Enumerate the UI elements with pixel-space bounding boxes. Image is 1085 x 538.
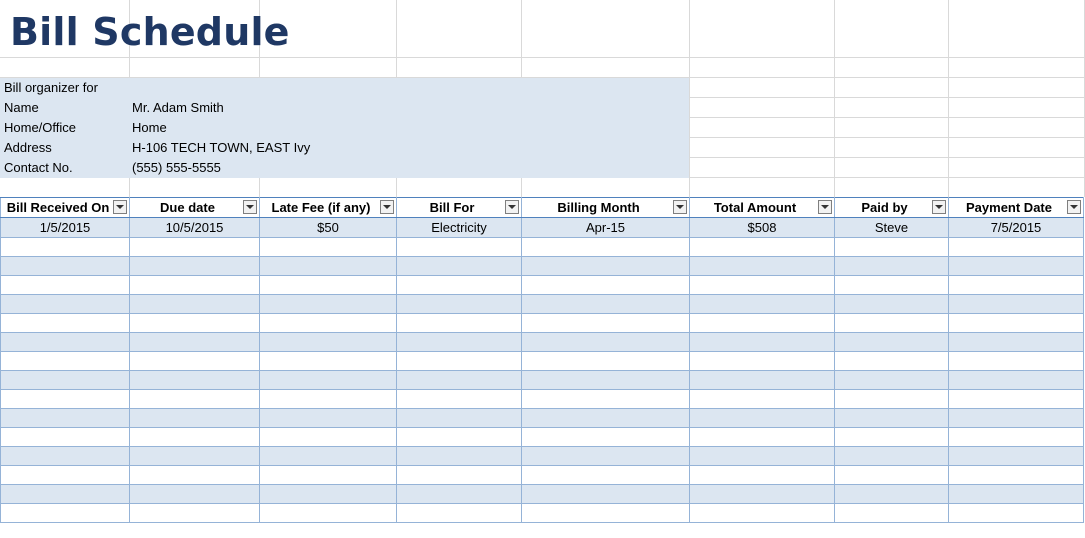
table-cell[interactable] (1, 238, 130, 257)
cell-paid-by[interactable]: Steve (835, 218, 949, 238)
table-cell[interactable] (835, 390, 949, 409)
table-cell[interactable] (397, 466, 522, 485)
table-cell[interactable] (949, 276, 1084, 295)
table-cell[interactable] (690, 295, 835, 314)
table-cell[interactable] (1, 371, 130, 390)
name-label: Name (4, 100, 39, 115)
table-cell[interactable] (397, 371, 522, 390)
table-row (1, 428, 1084, 447)
name-value[interactable]: Mr. Adam Smith (132, 100, 224, 115)
table-cell[interactable] (835, 238, 949, 257)
table-cell[interactable] (260, 333, 397, 352)
table-cell[interactable] (260, 504, 397, 523)
table-cell[interactable] (949, 485, 1084, 504)
table-cell[interactable] (835, 504, 949, 523)
table-cell[interactable] (1, 504, 130, 523)
table-cell[interactable] (835, 447, 949, 466)
table-cell[interactable] (835, 257, 949, 276)
table-cell[interactable] (835, 352, 949, 371)
organizer-heading: Bill organizer for (4, 80, 98, 95)
contact-value[interactable]: (555) 555-5555 (132, 160, 221, 175)
table-cell[interactable] (397, 504, 522, 523)
table-cell[interactable] (1, 428, 130, 447)
table-cell[interactable] (690, 238, 835, 257)
table-cell[interactable] (690, 485, 835, 504)
table-cell[interactable] (397, 409, 522, 428)
table-row (1, 504, 1084, 523)
organizer-address-row (0, 138, 689, 158)
table-cell[interactable] (522, 333, 690, 352)
filter-dropdown-icon[interactable] (243, 200, 257, 214)
table-cell[interactable] (835, 409, 949, 428)
table-cell[interactable] (397, 333, 522, 352)
table-cell[interactable] (949, 333, 1084, 352)
table-cell[interactable] (1, 485, 130, 504)
table-cell[interactable] (260, 409, 397, 428)
table-cell[interactable] (397, 390, 522, 409)
table-cell[interactable] (949, 504, 1084, 523)
filter-dropdown-icon[interactable] (505, 200, 519, 214)
table-cell[interactable] (835, 295, 949, 314)
organizer-heading-row (0, 78, 689, 98)
table-cell[interactable] (1, 352, 130, 371)
table-row (1, 447, 1084, 466)
table-cell[interactable] (949, 466, 1084, 485)
table-cell[interactable] (522, 276, 690, 295)
table-cell[interactable] (835, 333, 949, 352)
table-cell[interactable] (130, 504, 260, 523)
table-cell[interactable] (949, 295, 1084, 314)
table-cell[interactable] (1, 276, 130, 295)
table-cell[interactable] (260, 352, 397, 371)
table-cell[interactable] (522, 257, 690, 276)
table-cell[interactable] (130, 352, 260, 371)
table-header-row (1, 198, 1084, 218)
table-cell[interactable] (130, 333, 260, 352)
table-cell[interactable] (397, 314, 522, 333)
table-cell[interactable] (522, 390, 690, 409)
table-cell[interactable] (522, 428, 690, 447)
table-cell[interactable] (1, 466, 130, 485)
table-row (1, 218, 1084, 238)
table-row (1, 371, 1084, 390)
filter-dropdown-icon[interactable] (380, 200, 394, 214)
table-cell[interactable] (949, 257, 1084, 276)
filter-dropdown-icon[interactable] (932, 200, 946, 214)
table-cell[interactable] (835, 371, 949, 390)
table-cell[interactable] (260, 466, 397, 485)
table-cell[interactable] (949, 447, 1084, 466)
table-cell[interactable] (260, 371, 397, 390)
contact-label: Contact No. (4, 160, 73, 175)
table-cell[interactable] (397, 485, 522, 504)
table-cell[interactable] (835, 314, 949, 333)
table-cell[interactable] (260, 238, 397, 257)
table-cell[interactable] (397, 257, 522, 276)
table-cell[interactable] (130, 276, 260, 295)
table-cell[interactable] (1, 314, 130, 333)
table-cell[interactable] (397, 276, 522, 295)
table-cell[interactable] (522, 314, 690, 333)
table-row (1, 295, 1084, 314)
table-cell[interactable] (522, 295, 690, 314)
table-cell[interactable] (835, 276, 949, 295)
table-row (1, 409, 1084, 428)
table-row (1, 257, 1084, 276)
table-row (1, 390, 1084, 409)
table-cell[interactable] (260, 390, 397, 409)
column-header-billing-month: Billing Month (522, 198, 690, 218)
table-cell[interactable] (130, 314, 260, 333)
table-cell[interactable] (690, 466, 835, 485)
table-row (1, 466, 1084, 485)
table-cell[interactable] (690, 257, 835, 276)
table-cell[interactable] (260, 428, 397, 447)
table-cell[interactable] (949, 409, 1084, 428)
table-cell[interactable] (835, 485, 949, 504)
table-cell[interactable] (690, 333, 835, 352)
column-header-late-fee: Late Fee (if any) (260, 198, 397, 218)
cell-total-amount[interactable]: $508 (690, 218, 835, 238)
table-cell[interactable] (397, 295, 522, 314)
column-header-due-date: Due date (130, 198, 260, 218)
organizer-block (0, 78, 689, 178)
table-row (1, 485, 1084, 504)
table-cell[interactable] (397, 428, 522, 447)
table-cell[interactable] (260, 314, 397, 333)
cell-payment-date[interactable]: 7/5/2015 (949, 218, 1084, 238)
table-cell[interactable] (130, 238, 260, 257)
table-cell[interactable] (130, 390, 260, 409)
cell-bill-received-on[interactable]: 1/5/2015 (1, 218, 130, 238)
table-cell[interactable] (949, 314, 1084, 333)
table-cell[interactable] (690, 352, 835, 371)
organizer-contact-row (0, 158, 689, 178)
table-cell[interactable] (130, 295, 260, 314)
table-row (1, 314, 1084, 333)
table-row (1, 238, 1084, 257)
table-cell[interactable] (1, 333, 130, 352)
table-cell[interactable] (949, 390, 1084, 409)
table-cell[interactable] (130, 409, 260, 428)
table-row (1, 333, 1084, 352)
table-cell[interactable] (949, 428, 1084, 447)
column-header-bill-received-on: Bill Received On (1, 198, 130, 218)
table-cell[interactable] (522, 466, 690, 485)
table-cell[interactable] (690, 409, 835, 428)
table-cell[interactable] (690, 504, 835, 523)
column-header-bill-for: Bill For (397, 198, 522, 218)
table-cell[interactable] (690, 371, 835, 390)
organizer-home-office-row (0, 118, 689, 138)
table-cell[interactable] (1, 257, 130, 276)
table-cell[interactable] (1, 295, 130, 314)
table-cell[interactable] (1, 390, 130, 409)
cell-due-date[interactable]: 10/5/2015 (130, 218, 260, 238)
table-cell[interactable] (522, 409, 690, 428)
page-title: Bill Schedule (10, 10, 290, 54)
table-cell[interactable] (949, 238, 1084, 257)
table-cell[interactable] (690, 428, 835, 447)
table-cell[interactable] (522, 447, 690, 466)
table-cell[interactable] (522, 238, 690, 257)
filter-dropdown-icon[interactable] (113, 200, 127, 214)
home-office-value[interactable]: Home (132, 120, 167, 135)
table-cell[interactable] (690, 276, 835, 295)
organizer-name-row (0, 98, 689, 118)
cell-bill-for[interactable]: Electricity (397, 218, 522, 238)
address-label: Address (4, 140, 52, 155)
bill-table (0, 197, 1084, 523)
table-cell[interactable] (690, 390, 835, 409)
table-row (1, 352, 1084, 371)
table-row (1, 276, 1084, 295)
table-cell[interactable] (260, 257, 397, 276)
column-header-payment-date: Payment Date (949, 198, 1084, 218)
cell-billing-month[interactable]: Apr-15 (522, 218, 690, 238)
filter-dropdown-icon[interactable] (1067, 200, 1081, 214)
table-cell[interactable] (130, 371, 260, 390)
table-cell[interactable] (130, 447, 260, 466)
table-cell[interactable] (260, 447, 397, 466)
table-cell[interactable] (260, 276, 397, 295)
table-cell[interactable] (1, 409, 130, 428)
filter-dropdown-icon[interactable] (673, 200, 687, 214)
table-cell[interactable] (522, 504, 690, 523)
column-header-paid-by: Paid by (835, 198, 949, 218)
table-cell[interactable] (835, 466, 949, 485)
table-cell[interactable] (260, 295, 397, 314)
table-cell[interactable] (1, 447, 130, 466)
home-office-label: Home/Office (4, 120, 77, 135)
address-value[interactable]: H-106 TECH TOWN, EAST Ivy (132, 140, 311, 155)
table-cell[interactable] (690, 447, 835, 466)
table-cell[interactable] (835, 428, 949, 447)
column-header-total-amount: Total Amount (690, 198, 835, 218)
table-cell[interactable] (522, 371, 690, 390)
table-cell[interactable] (949, 371, 1084, 390)
table-cell[interactable] (690, 314, 835, 333)
table-cell[interactable] (130, 257, 260, 276)
table-cell[interactable] (397, 447, 522, 466)
table-cell[interactable] (130, 428, 260, 447)
table-cell[interactable] (522, 485, 690, 504)
table-cell[interactable] (260, 485, 397, 504)
table-cell[interactable] (397, 352, 522, 371)
table-cell[interactable] (130, 485, 260, 504)
table-cell[interactable] (397, 238, 522, 257)
table-cell[interactable] (949, 352, 1084, 371)
table-cell[interactable] (130, 466, 260, 485)
cell-late-fee[interactable]: $50 (260, 218, 397, 238)
filter-dropdown-icon[interactable] (818, 200, 832, 214)
table-cell[interactable] (522, 352, 690, 371)
